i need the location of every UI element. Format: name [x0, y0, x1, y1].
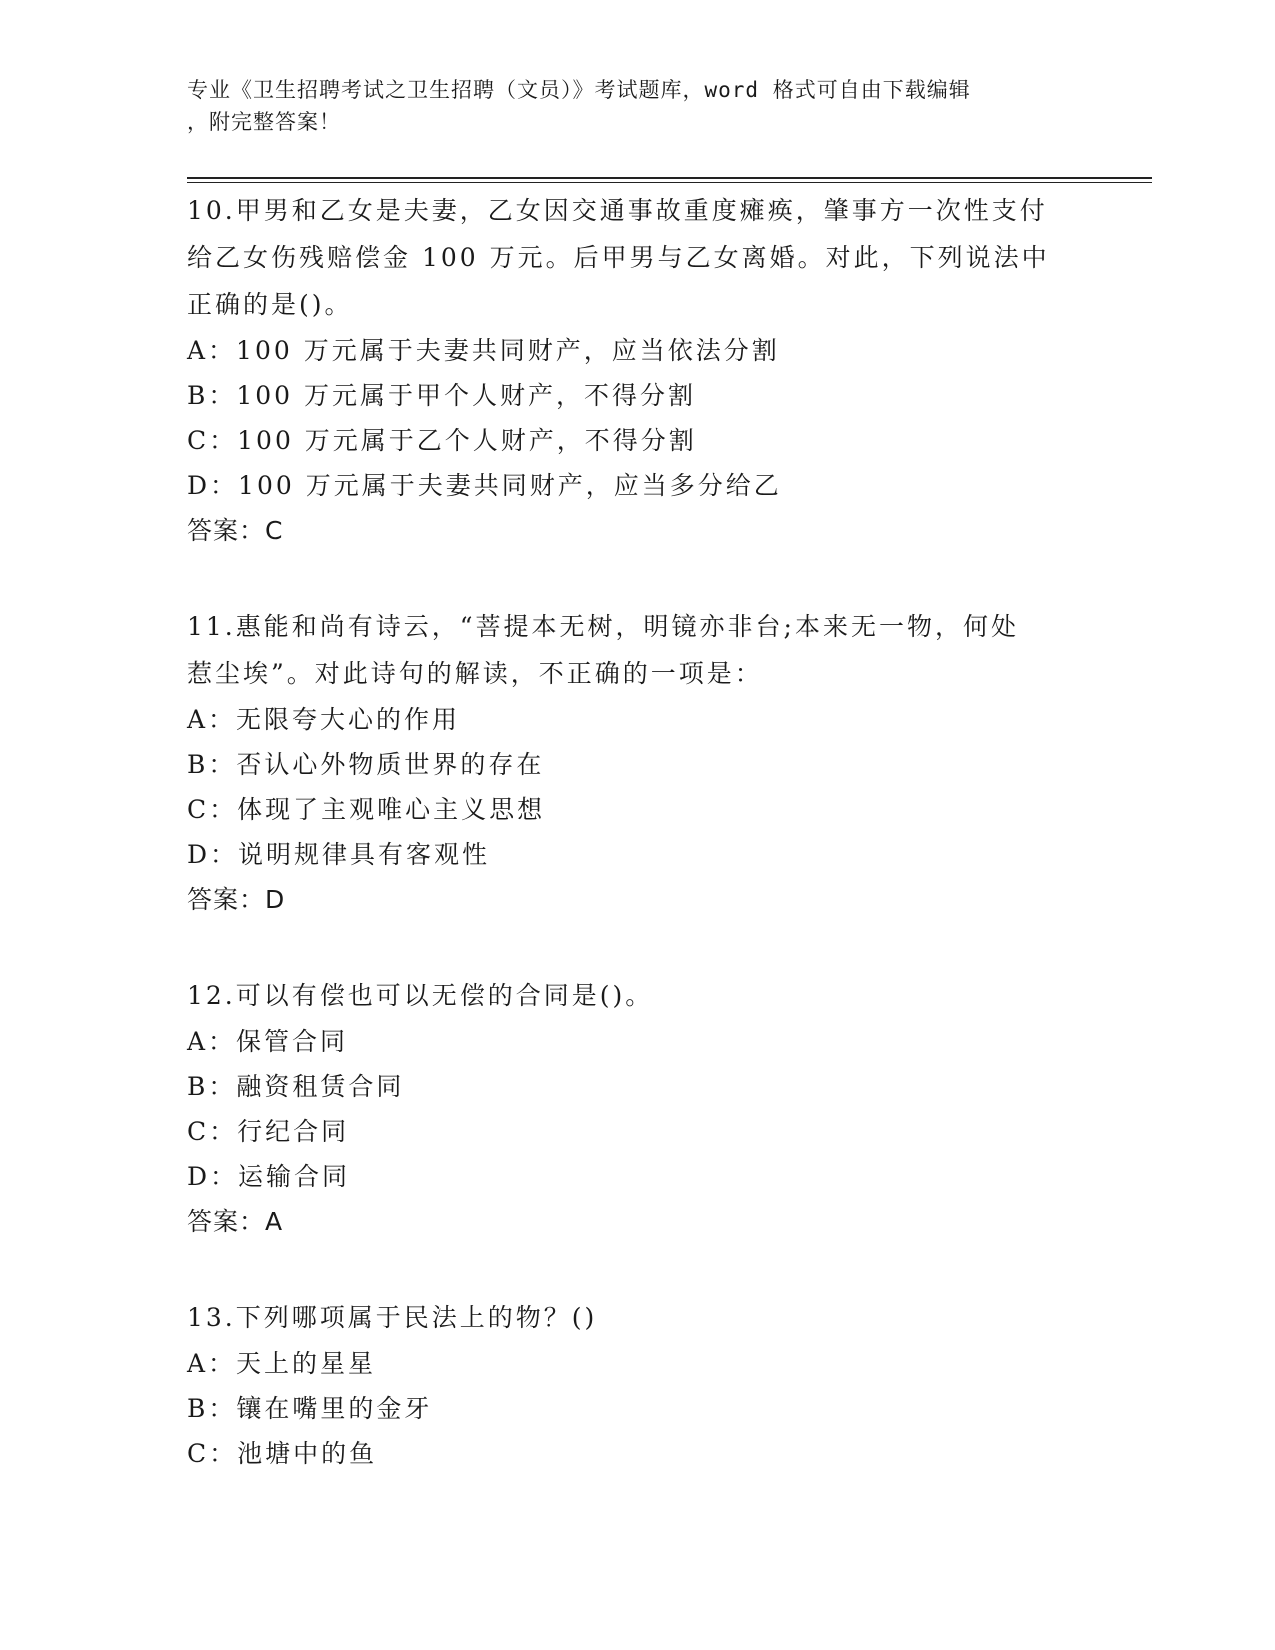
question-12: [187, 972, 1087, 1245]
question-10: [187, 187, 1087, 554]
answer-line: 答案：A: [187, 1207, 284, 1236]
option-b: B：镶在嘴里的金牙: [187, 1394, 433, 1423]
answer-line: 答案：C: [187, 516, 284, 545]
option-a: A：100 万元属于夫妻共同财产，应当依法分割: [187, 336, 780, 365]
option-a: A：保管合同: [187, 1027, 349, 1056]
option-c: C：行纪合同: [187, 1117, 350, 1146]
question-11: [187, 603, 1087, 923]
option-b: B：融资租赁合同: [187, 1072, 405, 1101]
header-line-1: 专业《卫生招聘考试之卫生招聘（文员）》考试题库，word 格式可自由下载编辑: [187, 78, 971, 102]
option-c: C：体现了主观唯心主义思想: [187, 795, 546, 824]
question-stem-line: 正确的是()。: [187, 290, 353, 319]
question-stem-line: 给乙女伤残赔偿金 100 万元。后甲男与乙女离婚。对此，下列说法中: [187, 243, 1050, 272]
option-d: D：说明规律具有客观性: [187, 840, 491, 869]
option-c: C：100 万元属于乙个人财产，不得分割: [187, 426, 697, 455]
option-d: D：100 万元属于夫妻共同财产，应当多分给乙: [187, 471, 782, 500]
answer-line: 答案：D: [187, 885, 286, 914]
option-b: B：100 万元属于甲个人财产，不得分割: [187, 381, 697, 410]
document-header: [187, 74, 1067, 138]
option-b: B：否认心外物质世界的存在: [187, 750, 545, 779]
question-13: [187, 1294, 1087, 1476]
question-list: [187, 187, 1087, 1525]
question-stem-line: 13.下列哪项属于民法上的物？(): [187, 1303, 598, 1332]
option-a: A：天上的星星: [187, 1349, 377, 1378]
question-stem-line: 10.甲男和乙女是夫妻，乙女因交通事故重度瘫痪，肇事方一次性支付: [187, 196, 1048, 225]
header-line-2: ，附完整答案！: [187, 110, 341, 134]
question-stem-line: 11.惠能和尚有诗云，“菩提本无树，明镜亦非台;本来无一物，何处: [187, 612, 1019, 641]
question-stem-line: 惹尘埃”。对此诗句的解读，不正确的一项是：: [187, 659, 763, 688]
option-a: A：无限夸大心的作用: [187, 705, 461, 734]
option-c: C：池塘中的鱼: [187, 1439, 378, 1468]
option-d: D：运输合同: [187, 1162, 351, 1191]
question-stem-line: 12.可以有偿也可以无偿的合同是()。: [187, 981, 654, 1010]
header-divider: [187, 177, 1152, 183]
